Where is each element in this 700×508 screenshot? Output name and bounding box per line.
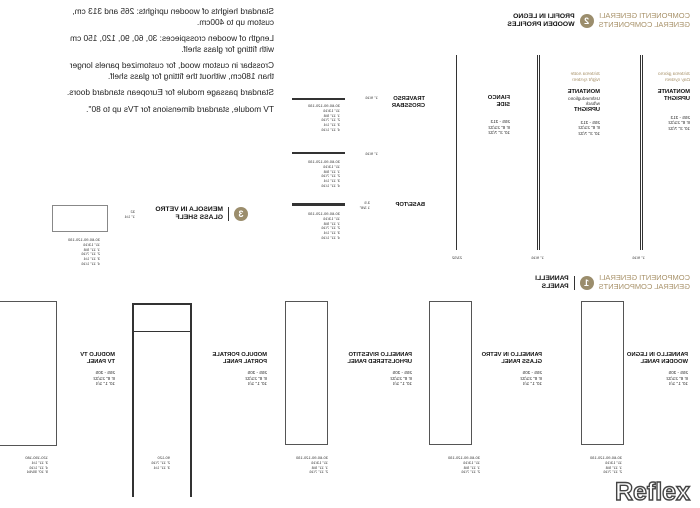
section-header-profiles [507,12,690,29]
panel-title-en: TV PANEL [86,359,115,365]
profile-bottom-dim: 1" 9/16 [531,255,544,260]
dim-text: 1' 11" 5/8 [605,464,622,470]
panel-dim: 10' 1" 1/4 [392,381,412,387]
dim-text: 120-150-180 [25,455,48,460]
section-number-badge: 3 [234,207,248,221]
note-line: Standard heights of wooden uprights: 265 and 313 cm, [72,6,274,16]
section-number-badge: 1 [580,276,594,290]
note-line: Crossbar in custom wood, for customized panels longer [69,60,274,70]
dim-text: 3' 11" 1/4 [153,464,170,470]
upright-line [539,55,540,250]
dim-text: 11" 13/16 [311,459,328,465]
dim-text: 11" 13/16 [605,459,622,465]
panel-dim: 265 - 305 [95,370,115,375]
glass-shelf-drawing [52,205,108,232]
panel-dim: 265 - 305 [522,370,542,375]
dim-text: 11" 13/16 [323,215,340,221]
shelf-side-dim [125,210,135,220]
section-gold-en: GENERAL COMPONENTS [598,19,690,29]
notes-block [0,6,274,114]
panel-label-portal [212,352,267,387]
crossbar-bar-2 [292,152,345,154]
dim-text: 3.5 [364,200,370,205]
crossbar-bar [292,98,345,100]
panel-dim: 8' 8" 21/32 [666,375,688,381]
section-header-shelf [155,206,248,222]
profile-label-en: UPRIGHT [663,95,690,102]
note-line: Standard passage module for European standard doors. [66,87,274,97]
profile-dim: 10' 3" 7/32 [668,125,690,131]
profile-label-it: MONTANTE [567,88,600,95]
profile-bottom-dim: 1" 9/16 [632,255,645,260]
profile-dim: 8' 8" 21/32 [578,125,600,131]
dim-text: 4' 11" 1/16 [29,464,48,470]
panel-dim: 8' 8" 21/32 [245,375,267,381]
profile-gold2: Day system [664,77,690,83]
crossbar-group [392,96,425,110]
dim-text: 2' 11" 7/16 [461,469,480,475]
dim-text: 2' 11" 7/16 [603,469,622,475]
dim-text: 30-60-90-120-150 [447,455,480,460]
panel-dim: 10' 1" 1/4 [668,381,688,387]
tv-panel-drawing [0,301,57,446]
dim-text: 3' 11" 1/4 [323,230,340,236]
profile-label-en: SIDE [496,102,510,108]
dim-text: 2' 11" 7/16 [321,173,340,179]
basetop-bar [292,203,345,206]
panel-bottom-dims [25,456,48,475]
dim-text: 1' 11" 5/8 [311,464,328,470]
basetop-label: BASE/TOP [395,202,425,208]
note-line: TV module, standard dimensions for TVs up to 80''. [86,103,274,114]
profile-side [488,95,510,136]
panel-dim: 8' 8" 21/32 [520,375,542,381]
dim-text: 30-60-90-120-150 [589,455,622,460]
dim-text: 11" 13/16 [323,163,340,169]
section-gold-en: GENERAL COMPONENTS [598,281,690,291]
panel-bottom-dims [296,456,328,475]
dim-text: 30-60-90-120-150 [307,211,340,216]
dim-text: 1' 11" 5/8 [83,246,100,252]
dim-text: 11" 13/16 [323,107,340,113]
dim-text: 4' 11" 1/16 [321,182,340,188]
glass-panel-drawing [429,301,472,445]
panel-dim: 8' 8" 21/32 [93,375,115,381]
side-line [456,55,457,250]
profile-gold2: Night system [572,77,600,83]
section-title-en: GLASS SHELF [175,214,223,221]
profile-gold1: Sistema notte [570,72,600,77]
panel-title-it: PANNELLO RIVESTITO [348,352,412,358]
panel-title-en: GLASS PANEL [501,359,542,365]
note-line: Length of wooden crosspieces: 30, 60, 90, 120, 150 cm [70,33,274,43]
panel-label-upholstered [347,352,412,387]
panel-dim: 10' 1" 1/4 [247,381,267,387]
dim-text: 2' 11" 7/16 [81,251,100,257]
dim-text: 1' 11" 5/8 [323,220,340,226]
dim-text: 90-120 [157,455,170,460]
section-title-it: PANNELLI [535,274,569,282]
upright-line [640,55,641,250]
dim-text: 4' 11" 1/16 [81,260,100,266]
panel-bottom-dims [448,456,480,475]
dim-text: 3' 11" 1/4 [323,178,340,184]
crossbar-side-dim: 1" 9/16 [365,151,378,156]
upright-line [642,55,643,250]
dim-text: 1' 11" 5/8 [323,112,340,118]
panel-bottom-dims [590,456,622,475]
profile-extra: Ushmedugliono [568,95,600,101]
dim-text: 2' 11" 7/16 [309,469,328,475]
profile-gold1: Sistema giorno [658,72,690,77]
crossbar-side-dim: 1" 9/16 [365,95,378,100]
panel-bottom-dims [151,456,170,470]
dim-text: 11" 13/16 [463,459,480,465]
crossbar-dims [308,104,340,133]
panel-dim: 10' 1" 1/4 [95,381,115,387]
panel-dim: 265 - 305 [247,370,267,375]
profile-dim: 10' 3" 7/32 [578,130,600,136]
dim-text: 30-60-90-120-150 [67,237,100,242]
profile-dim: 265 - 313 [490,119,510,124]
section-title-en: WOODEN PROFILES [507,20,575,28]
basetop-group [395,202,425,209]
profile-day-upright [658,72,690,131]
upholstered-panel-drawing [285,301,328,445]
dim-text: 1" 1/4 [124,213,135,219]
profile-dim: 8' 8" 21/32 [668,120,690,126]
panel-title-it: MODULO PORTALE [212,352,267,358]
note-line: custom up to 400cm. [196,16,274,27]
dim-text: 32 [130,209,135,214]
panel-dim: 8' 8" 21/32 [390,375,412,381]
panel-title-en: WOODEN PANEL [640,359,688,365]
panel-label-tv [80,352,115,387]
basetop-dims [308,212,340,241]
basetop-side [360,201,370,211]
profile-label-it: MONTANTE [657,88,690,95]
dim-text: 1' 11" 5/8 [463,464,480,470]
dim-text: 3' 11" 1/4 [323,122,340,128]
brand-logo: Reflex [614,478,690,506]
profile-dim: 265 - 313 [670,114,690,120]
profile-bottom-dim: 23/32 [451,255,462,260]
note-line: than 180cm, without the fitting for glass shelf. [107,70,274,81]
dim-text: 30-60-90-120-150 [307,103,340,108]
section-gold-it: COMPONENTI GENERALI [599,273,690,282]
panel-label-wooden [627,352,688,387]
crossbar-dims [308,160,340,189]
panel-dim: 265 - 305 [668,370,688,375]
profile-extra: w/back [585,101,600,107]
section-gold-it: COMPONENTI GENERALI [599,11,690,20]
dim-text: 11" 13/16 [83,241,100,247]
section-title-en: PANELS [541,282,569,290]
section-title-it: MENSOLA IN VETRO [155,206,223,213]
panel-title-it: MODULO TV [80,352,115,358]
profile-label-it: FIANCO [487,95,510,101]
dim-text: 5' 10" 55/64 [26,469,48,475]
dim-text: 1' 11" 5/8 [323,168,340,174]
dim-text: 4' 11" 1/16 [321,126,340,132]
profile-dim: 10' 3" 7/32 [488,130,510,136]
panel-title-en: PORTAL PANEL [222,359,267,365]
panel-dim: 10' 1" 1/4 [522,381,542,387]
crossbar-label-en: CROSSBAR [391,103,425,109]
profile-dim: 265 - 313 [580,119,600,125]
dim-text: 2' 11" 7/16 [321,117,340,123]
dim-text: 4' 11" 1/16 [321,234,340,240]
dim-text: 1 3/8" [359,204,370,210]
wooden-panel-drawing [581,301,624,445]
dim-text: 3' 11" 1/4 [83,256,100,262]
section-title-it: PROFILI IN LEGNO [513,12,575,20]
panel-dim: 265 - 305 [392,370,412,375]
section-number-badge: 2 [580,14,594,28]
section-header-panels [535,274,690,291]
shelf-dims [68,238,100,267]
profile-label-en: UPRIGHT [573,106,600,113]
crossbar-label-it: TRAVERSO [393,96,425,102]
dim-text: 3' 11" 1/4 [31,459,48,465]
panel-title-it: PANNELLO IN LEGNO [626,352,688,358]
dim-text: 30-60-90-120-150 [295,455,328,460]
profile-night-upright [568,72,600,137]
panel-title-en: UPHOLSTERED PANEL [347,359,412,365]
profile-dim: 8' 8" 21/32 [488,124,510,130]
dim-text: 2' 11" 7/16 [151,459,170,465]
dim-text: 30-60-90-120-150 [307,159,340,164]
panel-label-glass [482,352,542,387]
upright-line [537,55,538,250]
panel-title-it: PANNELLO IN VETRO [481,352,542,358]
dim-text: 2' 11" 7/16 [321,225,340,231]
note-line: with fitting for glass shelf. [181,43,274,54]
